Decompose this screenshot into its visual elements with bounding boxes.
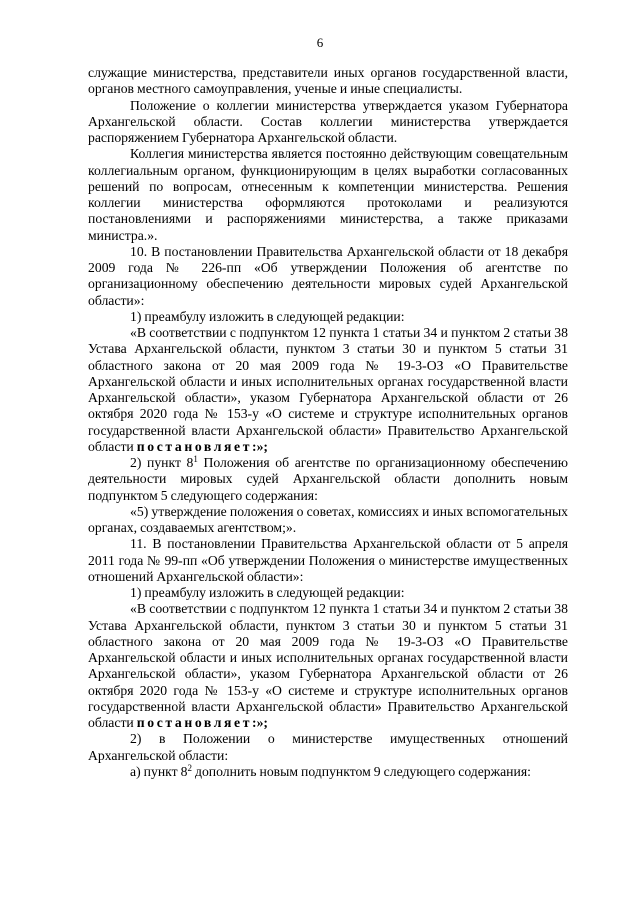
paragraph-preamble-11 [88, 601, 568, 731]
item-10-2-post: Положения об агентстве по организационному обеспечению деятельности мировых судей Архангельской области дополнить новым подпунктом 5 следующего содержания: [88, 455, 568, 503]
paragraph-subitem-5: «5) утверждение положения о советах, комиссиях и иных вспомогательных органах, создаваемых агентством;». [88, 503, 568, 535]
paragraph-preamble-10 [88, 325, 568, 455]
item-11-2a-sup: 2 [187, 762, 192, 773]
paragraph-item-10-2 [88, 455, 568, 504]
paragraph-item-10: 10. В постановлении Правительства Архангельской области от 18 декабря 2009 года № 226-пп «Об утверждении Положения об агентстве по организационному обеспечению деятельности мировых судей Архангельской области»: [88, 243, 568, 308]
paragraph-item-11: 11. В постановлении Правительства Архангельской области от 5 апреля 2011 года № 99-пп «Об утверждении Положения о министерстве имущественных отношений Архангельской области»: [88, 536, 568, 584]
preamble-10-decree-word: постановляет [136, 438, 253, 454]
preamble-11-tail: :»; [252, 715, 268, 730]
paragraph-continuation: служащие министерства, представители иных органов государственной власти, органов местного самоуправления, ученые и иные специалисты. [88, 65, 568, 97]
preamble-11-decree-word: постановляет [136, 715, 253, 730]
preamble-10-text: «В соответствии с подпунктом 12 пункта 1 статьи 34 и пунктом 2 статьи 38 Устава Архангельской области, пунктом 3 статьи 30 и пунктом 5 статьи 31 областного закона от 20 мая 2009 года № 19-3-ОЗ «О Правительстве Архангельской области и иных исполнительных органах государственной власти Архангельской области», указом Губернатора Архангельской области от 26 октября 2020 года № 153-у «О системе и структуре исполнительных органов государственной власти Архангельской области» Правительство Архангельской области [88, 325, 568, 454]
paragraph-item-11-1: 1) преамбулу изложить в следующей редакции: [130, 585, 405, 600]
item-10-2-sup: 1 [193, 454, 198, 464]
paragraph-item-10-1: 1) преамбулу изложить в следующей редакции: [130, 308, 405, 324]
item-11-2a-post: дополнить новым подпунктом 9 следующего содержания: [191, 763, 531, 779]
preamble-11-text: «В соответствии с подпунктом 12 пункта 1 статьи 34 и пунктом 2 статьи 38 Устава Архангельской области, пунктом 3 статьи 30 и пунктом 5 статьи 31 областного закона от 20 мая 2009 года № 19-3-ОЗ «О Правительстве Архангельской области и иных исполнительных органах государственной власти Архангельской области», указом Губернатора Архангельской области от 26 октября 2020 года № 153-у «О системе и структуре исполнительных органов государственной власти Архангельской области» Правительство Архангельской области [88, 601, 568, 730]
paragraph-item-11-2a [88, 764, 568, 780]
paragraph-item-11-2: 2) в Положении о министерстве имущественных отношений Архангельской области: [88, 731, 568, 763]
item-10-2-pre: 2) пункт 8 [130, 455, 194, 470]
document-body [88, 65, 568, 780]
paragraph-collegium-role: Коллегия министерства является постоянно действующим совещательным коллегиальным органом, функционирующим в целях выработки согласованных решений по вопросам, отнесенным к компетенции министерства. Решения коллегии министерства оформляются протоколами и реализуются постановлениями и распоряжениями министерства, а также приказами министра.». [88, 146, 568, 243]
item-11-2a-pre: а) пункт 8 [130, 763, 188, 779]
preamble-10-tail: :»; [252, 438, 268, 454]
paragraph-collegium-regulation: Положение о коллегии министерства утверждается указом Губернатора Архангельской области. Состав коллегии министерства утверждается распоряжением Губернатора Архангельской области. [88, 97, 568, 145]
page-number: 6 [316, 35, 324, 50]
